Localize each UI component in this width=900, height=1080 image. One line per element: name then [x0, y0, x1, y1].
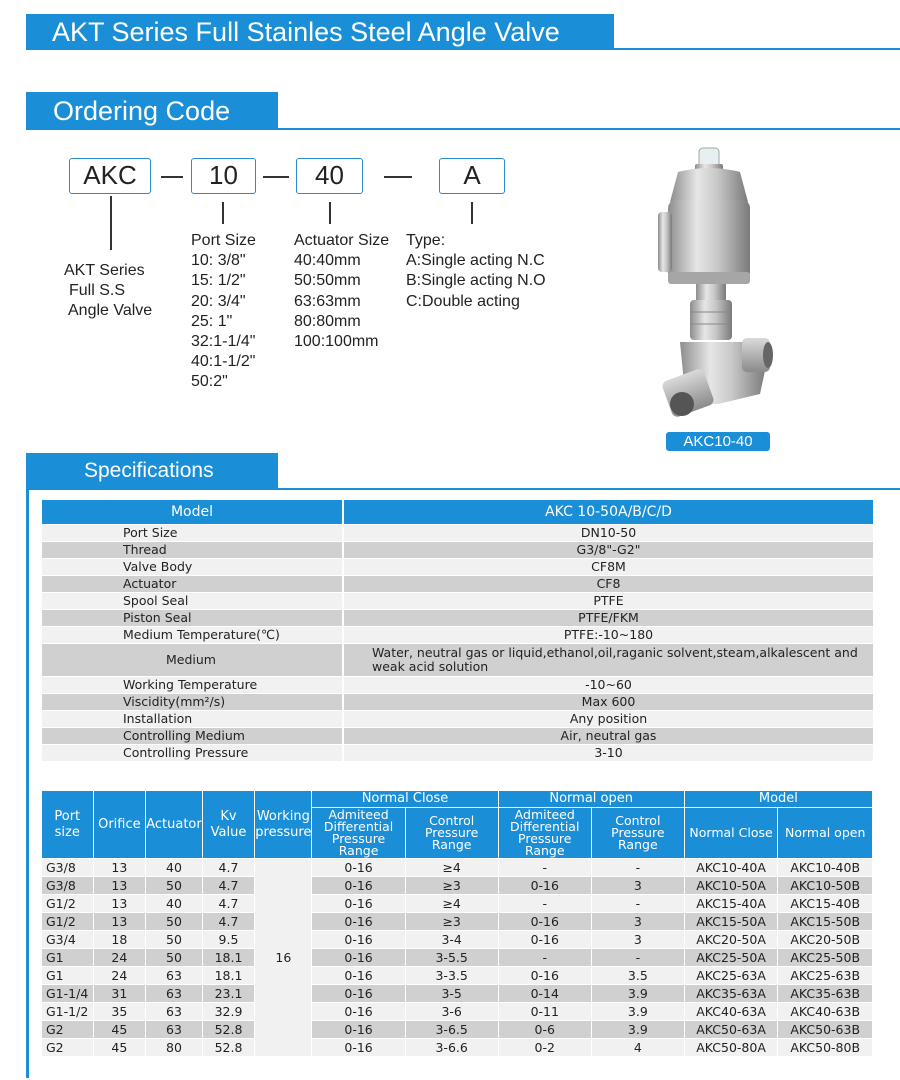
specifications-title: Specifications	[26, 453, 278, 489]
model-no-cell: AKC10-50B	[778, 877, 873, 895]
spec-label: Installation	[42, 711, 344, 728]
header-model: Model	[685, 791, 873, 808]
kv-value-cell: 52.8	[203, 1039, 256, 1057]
kv-value-cell: 4.7	[203, 877, 256, 895]
code-box-actuator: 40	[296, 158, 363, 194]
port-size-cell: G2	[42, 1021, 94, 1039]
spec-row	[42, 644, 873, 677]
orifice-cell: 24	[94, 967, 147, 985]
spec-value: -10~60	[344, 677, 873, 694]
spec-value: PTFE/FKM	[344, 610, 873, 627]
kv-value-cell: 18.1	[203, 949, 256, 967]
nc-admitted-cell: 0-16	[312, 1021, 405, 1039]
port-size-cell: G1-1/2	[42, 1003, 94, 1021]
orifice-cell: 13	[94, 895, 147, 913]
header-no-admitted: Admiteed Differential Pressure Range	[499, 808, 592, 859]
spec-value: PTFE:-10~180	[344, 627, 873, 644]
nc-admitted-cell: 0-16	[312, 859, 405, 877]
port-size-cell: G1/2	[42, 913, 94, 931]
spec-row	[42, 711, 873, 728]
kv-value-cell: 23.1	[203, 985, 256, 1003]
actuator-cell: 63	[146, 1003, 203, 1021]
type-tick	[471, 202, 473, 224]
orifice-cell: 31	[94, 985, 147, 1003]
code-box-series: AKC	[69, 158, 151, 194]
nc-admitted-cell: 0-16	[312, 1039, 405, 1057]
orifice-cell: 13	[94, 859, 147, 877]
port-size-cell: G3/8	[42, 859, 94, 877]
nc-control-cell: 3-6	[406, 1003, 499, 1021]
no-admitted-cell: 0-2	[499, 1039, 592, 1057]
code-box-type: A	[439, 158, 505, 194]
spec-row	[42, 627, 873, 644]
spec-value: Air, neutral gas	[344, 728, 873, 745]
spec-label: Viscidity(mm²/s)	[42, 694, 344, 711]
model-no-cell: AKC20-50B	[778, 931, 873, 949]
series-tick	[110, 196, 112, 250]
nc-admitted-cell: 0-16	[312, 1003, 405, 1021]
header-actuator: Actuator	[146, 791, 203, 859]
spec-label: Controlling Pressure	[42, 745, 344, 762]
kv-value-cell: 9.5	[203, 931, 256, 949]
actuator-size-item: 80:80mm	[294, 312, 361, 330]
nc-admitted-cell: 0-16	[312, 949, 405, 967]
port-tick	[222, 202, 224, 224]
nc-control-cell: 3-4	[406, 931, 499, 949]
orifice-cell: 13	[94, 877, 147, 895]
actuator-size-item: 100:100mm	[294, 332, 379, 350]
spec-label: Piston Seal	[42, 610, 344, 627]
no-control-cell: 4	[592, 1039, 685, 1057]
port-size-item: 20: 3/4"	[191, 292, 246, 310]
kv-value-cell: 4.7	[203, 895, 256, 913]
spec-row	[42, 542, 873, 559]
no-admitted-cell: 0-16	[499, 967, 592, 985]
no-control-cell: 3	[592, 877, 685, 895]
nc-control-cell: 3-6.6	[406, 1039, 499, 1057]
model-no-cell: AKC15-50B	[778, 913, 873, 931]
nc-control-cell: 3-5.5	[406, 949, 499, 967]
header-nc-admitted: Admiteed Differential Pressure Range	[312, 808, 405, 859]
model-no-cell: AKC10-40B	[778, 859, 873, 877]
model-table	[42, 791, 873, 1057]
type-title: Type:	[406, 232, 446, 249]
model-nc-cell: AKC40-63A	[685, 1003, 779, 1021]
no-control-cell: -	[592, 949, 685, 967]
spec-label: Spool Seal	[42, 593, 344, 610]
model-nc-cell: AKC20-50A	[685, 931, 779, 949]
spec-header-model: Model	[42, 500, 344, 525]
code-dash	[161, 176, 183, 178]
orifice-cell: 18	[94, 931, 147, 949]
type-item: C:Double acting	[406, 292, 520, 310]
title-underline	[26, 48, 900, 50]
ordering-underline	[26, 128, 900, 130]
no-admitted-cell: 0-11	[499, 1003, 592, 1021]
spec-row	[42, 525, 873, 542]
actuator-size-list	[294, 231, 389, 352]
port-size-cell: G2	[42, 1039, 94, 1057]
header-orifice: Orifice	[94, 791, 147, 859]
actuator-size-item: 50:50mm	[294, 272, 361, 290]
model-table-row	[42, 1021, 873, 1039]
header-nc-control: Control Pressure Range	[406, 808, 499, 859]
actuator-cell: 50	[146, 949, 203, 967]
code-dash	[263, 176, 289, 178]
spec-row	[42, 559, 873, 576]
model-nc-cell: AKC10-50A	[685, 877, 779, 895]
actuator-size-item: 40:40mm	[294, 252, 361, 270]
series-line: Full S.S	[69, 282, 126, 300]
nc-control-cell: ≥4	[406, 895, 499, 913]
actuator-tick	[329, 202, 331, 224]
model-no-cell: AKC25-50B	[778, 949, 873, 967]
model-nc-cell: AKC35-63A	[685, 985, 779, 1003]
kv-value-cell: 18.1	[203, 967, 256, 985]
spec-value: G3/8"-G2"	[344, 542, 873, 559]
actuator-cell: 40	[146, 895, 203, 913]
spec-value: CF8	[344, 576, 873, 593]
actuator-cell: 50	[146, 877, 203, 895]
series-line: Angle Valve	[68, 302, 153, 320]
type-item: A:Single acting N.C	[406, 252, 545, 270]
kv-value-cell: 32.9	[203, 1003, 256, 1021]
spec-row	[42, 576, 873, 593]
spec-value: Any position	[344, 711, 873, 728]
no-admitted-cell: -	[499, 949, 592, 967]
kv-value-cell: 4.7	[203, 859, 256, 877]
port-size-item: 15: 1/2"	[191, 272, 246, 290]
spec-label: Valve Body	[42, 559, 344, 576]
orifice-cell: 13	[94, 913, 147, 931]
model-nc-cell: AKC50-80A	[685, 1039, 779, 1057]
spec-label: Medium Temperature(℃)	[42, 627, 344, 644]
model-header-row	[42, 791, 873, 808]
header-port-size: Port size	[42, 791, 94, 859]
model-table-row	[42, 931, 873, 949]
model-no-cell: AKC35-63B	[778, 985, 873, 1003]
series-line: AKT Series	[64, 262, 145, 279]
model-nc-cell: AKC15-50A	[685, 913, 779, 931]
model-table-row	[42, 949, 873, 967]
header-no-control: Control Pressure Range	[592, 808, 685, 859]
model-table-row	[42, 859, 873, 877]
nc-control-cell: ≥3	[406, 913, 499, 931]
nc-control-cell: ≥3	[406, 877, 499, 895]
spec-label: Actuator	[42, 576, 344, 593]
model-nc-cell: AKC25-63A	[685, 967, 779, 985]
model-table-row	[42, 967, 873, 985]
no-control-cell: -	[592, 859, 685, 877]
model-no-cell: AKC15-40B	[778, 895, 873, 913]
nc-control-cell: 3-5	[406, 985, 499, 1003]
spec-value: CF8M	[344, 559, 873, 576]
spec-label: Working Temperature	[42, 677, 344, 694]
model-table-row	[42, 985, 873, 1003]
actuator-cell: 63	[146, 967, 203, 985]
model-no-cell: AKC50-80B	[778, 1039, 873, 1057]
port-size-cell: G3/4	[42, 931, 94, 949]
series-description	[64, 261, 152, 322]
kv-value-cell: 52.8	[203, 1021, 256, 1039]
actuator-cell: 50	[146, 931, 203, 949]
model-nc-cell: AKC10-40A	[685, 859, 779, 877]
no-admitted-cell: 0-16	[499, 913, 592, 931]
main-title: AKT Series Full Stainles Steel Angle Valve	[26, 14, 614, 50]
port-size-cell: G3/8	[42, 877, 94, 895]
no-control-cell: 3	[592, 913, 685, 931]
spec-row	[42, 728, 873, 745]
spec-row	[42, 593, 873, 610]
actuator-size-title: Actuator Size	[294, 232, 390, 249]
model-table-row	[42, 1003, 873, 1021]
port-size-item: 40:1-1/2"	[191, 353, 256, 371]
spec-label: Port Size	[42, 525, 344, 542]
no-admitted-cell: 0-6	[499, 1021, 592, 1039]
spec-value: Max 600	[344, 694, 873, 711]
spec-label: Medium	[42, 644, 344, 677]
working-pressure-cell: 16	[255, 859, 312, 1057]
header-model-nc: Normal Close	[685, 808, 779, 859]
port-size-cell: G1	[42, 949, 94, 967]
header-normal-close: Normal Close	[312, 791, 498, 808]
model-no-cell: AKC40-63B	[778, 1003, 873, 1021]
no-control-cell: 3	[592, 931, 685, 949]
port-size-item: 10: 3/8"	[191, 252, 246, 270]
model-nc-cell: AKC25-50A	[685, 949, 779, 967]
code-dash	[384, 176, 412, 178]
model-table-row	[42, 895, 873, 913]
model-table-body	[42, 859, 873, 1057]
spec-value: DN10-50	[344, 525, 873, 542]
model-table-row	[42, 913, 873, 931]
spec-label: Controlling Medium	[42, 728, 344, 745]
port-size-item: 25: 1"	[191, 312, 233, 330]
model-nc-cell: AKC50-63A	[685, 1021, 779, 1039]
no-admitted-cell: 0-16	[499, 877, 592, 895]
port-size-list	[191, 231, 256, 393]
orifice-cell: 35	[94, 1003, 147, 1021]
left-accent-rule	[26, 488, 29, 1078]
actuator-cell: 63	[146, 985, 203, 1003]
header-working-pressure: Working pressure	[255, 791, 312, 859]
type-list	[406, 231, 546, 312]
orifice-cell: 45	[94, 1039, 147, 1057]
model-table-row	[42, 877, 873, 895]
nc-admitted-cell: 0-16	[312, 985, 405, 1003]
no-control-cell: 3.9	[592, 985, 685, 1003]
header-normal-open: Normal open	[499, 791, 685, 808]
nc-admitted-cell: 0-16	[312, 913, 405, 931]
nc-admitted-cell: 0-16	[312, 967, 405, 985]
header-model-no: Normal open	[778, 808, 873, 859]
no-control-cell: 3.5	[592, 967, 685, 985]
spec-label: Thread	[42, 542, 344, 559]
no-control-cell: 3.9	[592, 1003, 685, 1021]
code-box-port: 10	[191, 158, 256, 194]
port-size-title: Port Size	[191, 232, 256, 249]
specs-underline	[26, 488, 900, 490]
ordering-code-title: Ordering Code	[26, 92, 278, 130]
port-size-cell: G1-1/4	[42, 985, 94, 1003]
no-admitted-cell: -	[499, 859, 592, 877]
actuator-cell: 80	[146, 1039, 203, 1057]
product-tag: AKC10-40	[666, 432, 770, 451]
port-size-item: 50:2"	[191, 373, 228, 391]
nc-control-cell: 3-6.5	[406, 1021, 499, 1039]
no-control-cell: -	[592, 895, 685, 913]
model-table-row	[42, 1039, 873, 1057]
orifice-cell: 24	[94, 949, 147, 967]
nc-admitted-cell: 0-16	[312, 895, 405, 913]
spec-value: PTFE	[344, 593, 873, 610]
no-admitted-cell: 0-14	[499, 985, 592, 1003]
actuator-cell: 50	[146, 913, 203, 931]
kv-value-cell: 4.7	[203, 913, 256, 931]
spec-header-row	[42, 500, 873, 525]
port-size-cell: G1/2	[42, 895, 94, 913]
model-no-cell: AKC25-63B	[778, 967, 873, 985]
spec-row	[42, 745, 873, 762]
model-no-cell: AKC50-63B	[778, 1021, 873, 1039]
port-size-cell: G1	[42, 967, 94, 985]
nc-admitted-cell: 0-16	[312, 877, 405, 895]
no-admitted-cell: -	[499, 895, 592, 913]
type-item: B:Single acting N.O	[406, 272, 546, 290]
spec-row	[42, 610, 873, 627]
spec-row	[42, 694, 873, 711]
angle-valve-image	[640, 142, 800, 427]
nc-admitted-cell: 0-16	[312, 931, 405, 949]
header-kv-value: Kv Value	[203, 791, 256, 859]
no-control-cell: 3.9	[592, 1021, 685, 1039]
spec-table	[42, 500, 873, 762]
spec-row	[42, 677, 873, 694]
spec-header-value: AKC 10-50A/B/C/D	[344, 500, 873, 525]
no-admitted-cell: 0-16	[499, 931, 592, 949]
port-size-item: 32:1-1/4"	[191, 332, 256, 350]
nc-control-cell: 3-3.5	[406, 967, 499, 985]
actuator-size-item: 63:63mm	[294, 292, 361, 310]
actuator-cell: 63	[146, 1021, 203, 1039]
model-nc-cell: AKC15-40A	[685, 895, 779, 913]
spec-value: Water, neutral gas or liquid,ethanol,oil,raganic solvent,steam,alkalescent and weak acid solution	[344, 644, 873, 677]
nc-control-cell: ≥4	[406, 859, 499, 877]
orifice-cell: 45	[94, 1021, 147, 1039]
actuator-cell: 40	[146, 859, 203, 877]
spec-value: 3-10	[344, 745, 873, 762]
